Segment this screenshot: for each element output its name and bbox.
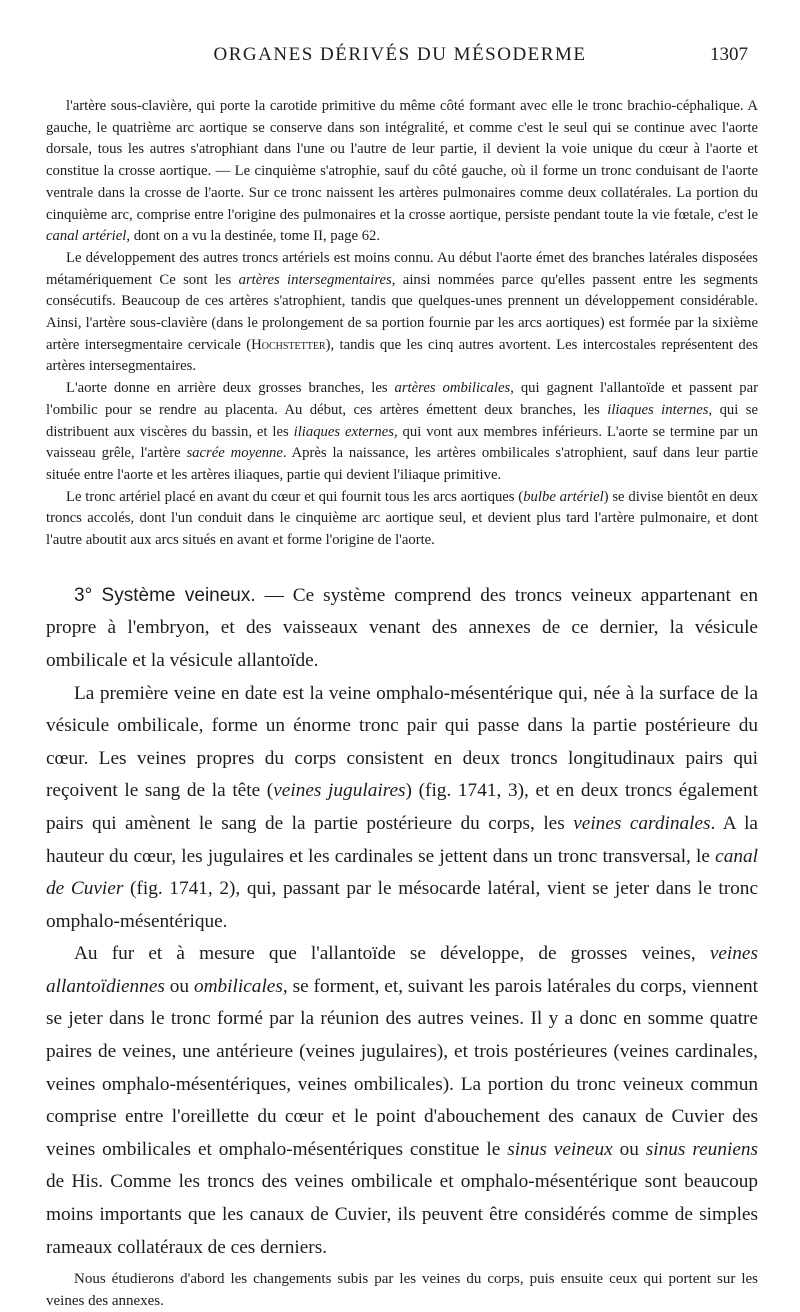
body-text: [46, 96, 758, 1312]
paragraph-ombilicales: L'aorte donne en arrière deux grosses branches, les artères ombilicales, qui gagnent l'allantoïde et passent par l'ombilic pour se rendre au placenta. Au début, ces artères émettent deux branches, les iliaques internes, qui se distribuent aux viscères du bassin, et les iliaques externes, qui vont aux membres inférieurs. L'aorte se termine par un vaisseau grêle, l'artère sacrée moyenne. Après la naissance, les artères ombilicales s'atrophient, sauf dans leur partie située entre l'aorte et les artères iliaques, partie qui devient l'iliaque primitive.: [46, 380, 758, 483]
closing-note: [46, 1268, 758, 1312]
paragraph-premiere-veine: La première veine en date est la veine omphalo-mésentérique qui, née à la surface de la vésicule ombilicale, forme un énorme tronc pair qui passe dans la partie postérieure du cœur. Les veines propres du corps consistent en deux troncs longitudinaux pairs qui reçoivent le sang de la tête (veines jugulaires) (fig. 1741, 3), et en deux troncs également pairs qui amènent le sang de la partie postérieure du corps, les veines cardinales. A la hauteur du cœur, les jugulaires et les cardinales se jettent dans un tronc transversal, le canal de Cuvier (fig. 1741, 2), qui, passant par le mésocarde latéral, vient se jeter dans le tronc omphalo-mésentérique.: [46, 682, 758, 932]
paragraph-allantoide: Au fur et à mesure que l'allantoïde se développe, de grosses veines, veines allantoïdiennes ou ombilicales, se forment, et, suivant les parois latérales du corps, viennent se jeter dans le tronc formé par la réunion des autres veines. Il y a donc en somme quatre paires de veines, une antérieure (veines jugulaires), et trois postérieures (veines cardinales, veines omphalo-mésentériques, veines ombilicales). La portion du tronc veineux commun comprise entre l'oreillette du cœur et le point d'abouchement des canaux de Cuvier des veines ombilicales et omphalo-mésentériques constitue le sinus veineux ou sinus reuniens de His. Comme les troncs des veines ombilicale et omphalo-mésentérique sont beaucoup moins importants que les canaux de Cuvier, ils peuvent être considérés comme de simples rameaux collatéraux de ces derniers.: [46, 943, 759, 1258]
author-hochstetter: Hochstetter: [251, 336, 326, 353]
term-canal-arteriel: canal artériel: [46, 228, 127, 245]
running-title: ORGANES DÉRIVÉS DU MÉSODERME: [213, 44, 587, 65]
term-arteres-ombilicales: artères ombilicales: [394, 380, 511, 397]
page-header: [0, 44, 800, 74]
term-sinus-reuniens: sinus reuniens: [645, 1138, 759, 1160]
term-veines-jugulaires: veines jugulaires: [273, 780, 406, 802]
term-sacree-moyenne: sacrée moyenne: [186, 445, 283, 462]
paragraph-intersegmentaires: Le développement des autres troncs artériels est moins connu. Au début l'aorte émet des branches latérales disposées métamériquement Ce sont les artères intersegmentaires, ainsi nommées parce qu'elles passent entre les segments consécutifs. Beaucoup de ces artères s'atrophient, tandis que quelques-unes prennent un développement considérable. Ainsi, l'artère sous-clavière (dans le prolongement de sa portion fournie par les arcs aortiques) est formée par la sixième artère intersegmentaire cervicale (Hochstetter), tandis que les cinq autres avortent. Les intercostales représentent des artères intersegmentaires.: [46, 249, 759, 375]
term-sinus-veineux: sinus veineux: [507, 1138, 613, 1160]
term-veines-cardinales: veines cardinales: [573, 812, 711, 834]
term-arteres-intersegmentaires: artères intersegmentaires: [238, 271, 392, 288]
arterial-section: [46, 96, 758, 552]
term-ombilicales: ombilicales: [193, 975, 283, 997]
paragraph-bulbe-arteriel: Le tronc artériel placé en avant du cœur et qui fournit tous les arcs aortiques (bulbe artériel) se divise bientôt en deux troncs accolés, dont l'un conduit dans le cinquième arc aortique seul, et devient plus tard l'artère pulmonaire, et dont l'autre aboutit aux arcs situés en avant et forme l'origine de l'aorte.: [46, 488, 758, 549]
paragraph-sous-claviere: l'artère sous-clavière, qui porte la carotide primitive du même côté formant avec elle le tronc brachio-céphalique. A gauche, le quatrième arc aortique se conserve dans son intégralité, et comme c'est le seul qui se continue avec l'aorte dorsale, tous les autres s'atrophiant dans l'une ou l'autre de leur partie, il devient la voie unique du cœur à l'aorte et constitue la crosse aortique. — Le cinquième s'atrophie, sauf du côté gauche, où il forme un tronc conduisant de l'aorte ventrale dans la crosse de l'aorte. Sur ce tronc naissent les artères pulmonaires comme deux collatérales. La portion du cinquième arc, comprise entre l'origine des pulmonaires et la crosse aortique, persiste pendant toute la vie fœtale, c'est le canal artériel, dont on a vu la destinée, tome II, page 62.: [46, 98, 758, 245]
section-heading: 3° Système veineux.: [74, 584, 256, 606]
term-bulbe-arteriel: bulbe artériel: [523, 488, 604, 505]
paragraph-systeme-veineux: 3° Système veineux. — Ce système comprend des troncs veineux appartenant en propre à l'embryon, et des vaisseaux venant des annexes de ce dernier, la vésicule ombilicale et la vésicule allantoïde.: [46, 584, 758, 671]
term-iliaques-externes: iliaques externes: [293, 423, 394, 440]
term-iliaques-internes: iliaques internes: [607, 401, 709, 418]
term-canal-de-cuvier: canal de Cuvier: [46, 845, 758, 900]
venous-section: [46, 580, 758, 1264]
paragraph-conclusion: Nous étudierons d'abord les changements subis par les veines du corps, puis ensuite ceux qui portent sur les veines des annexes.: [46, 1271, 758, 1310]
term-veines-allantoidiennes: veines allantoïdiennes: [46, 943, 758, 997]
page-number: 1307: [710, 44, 748, 65]
